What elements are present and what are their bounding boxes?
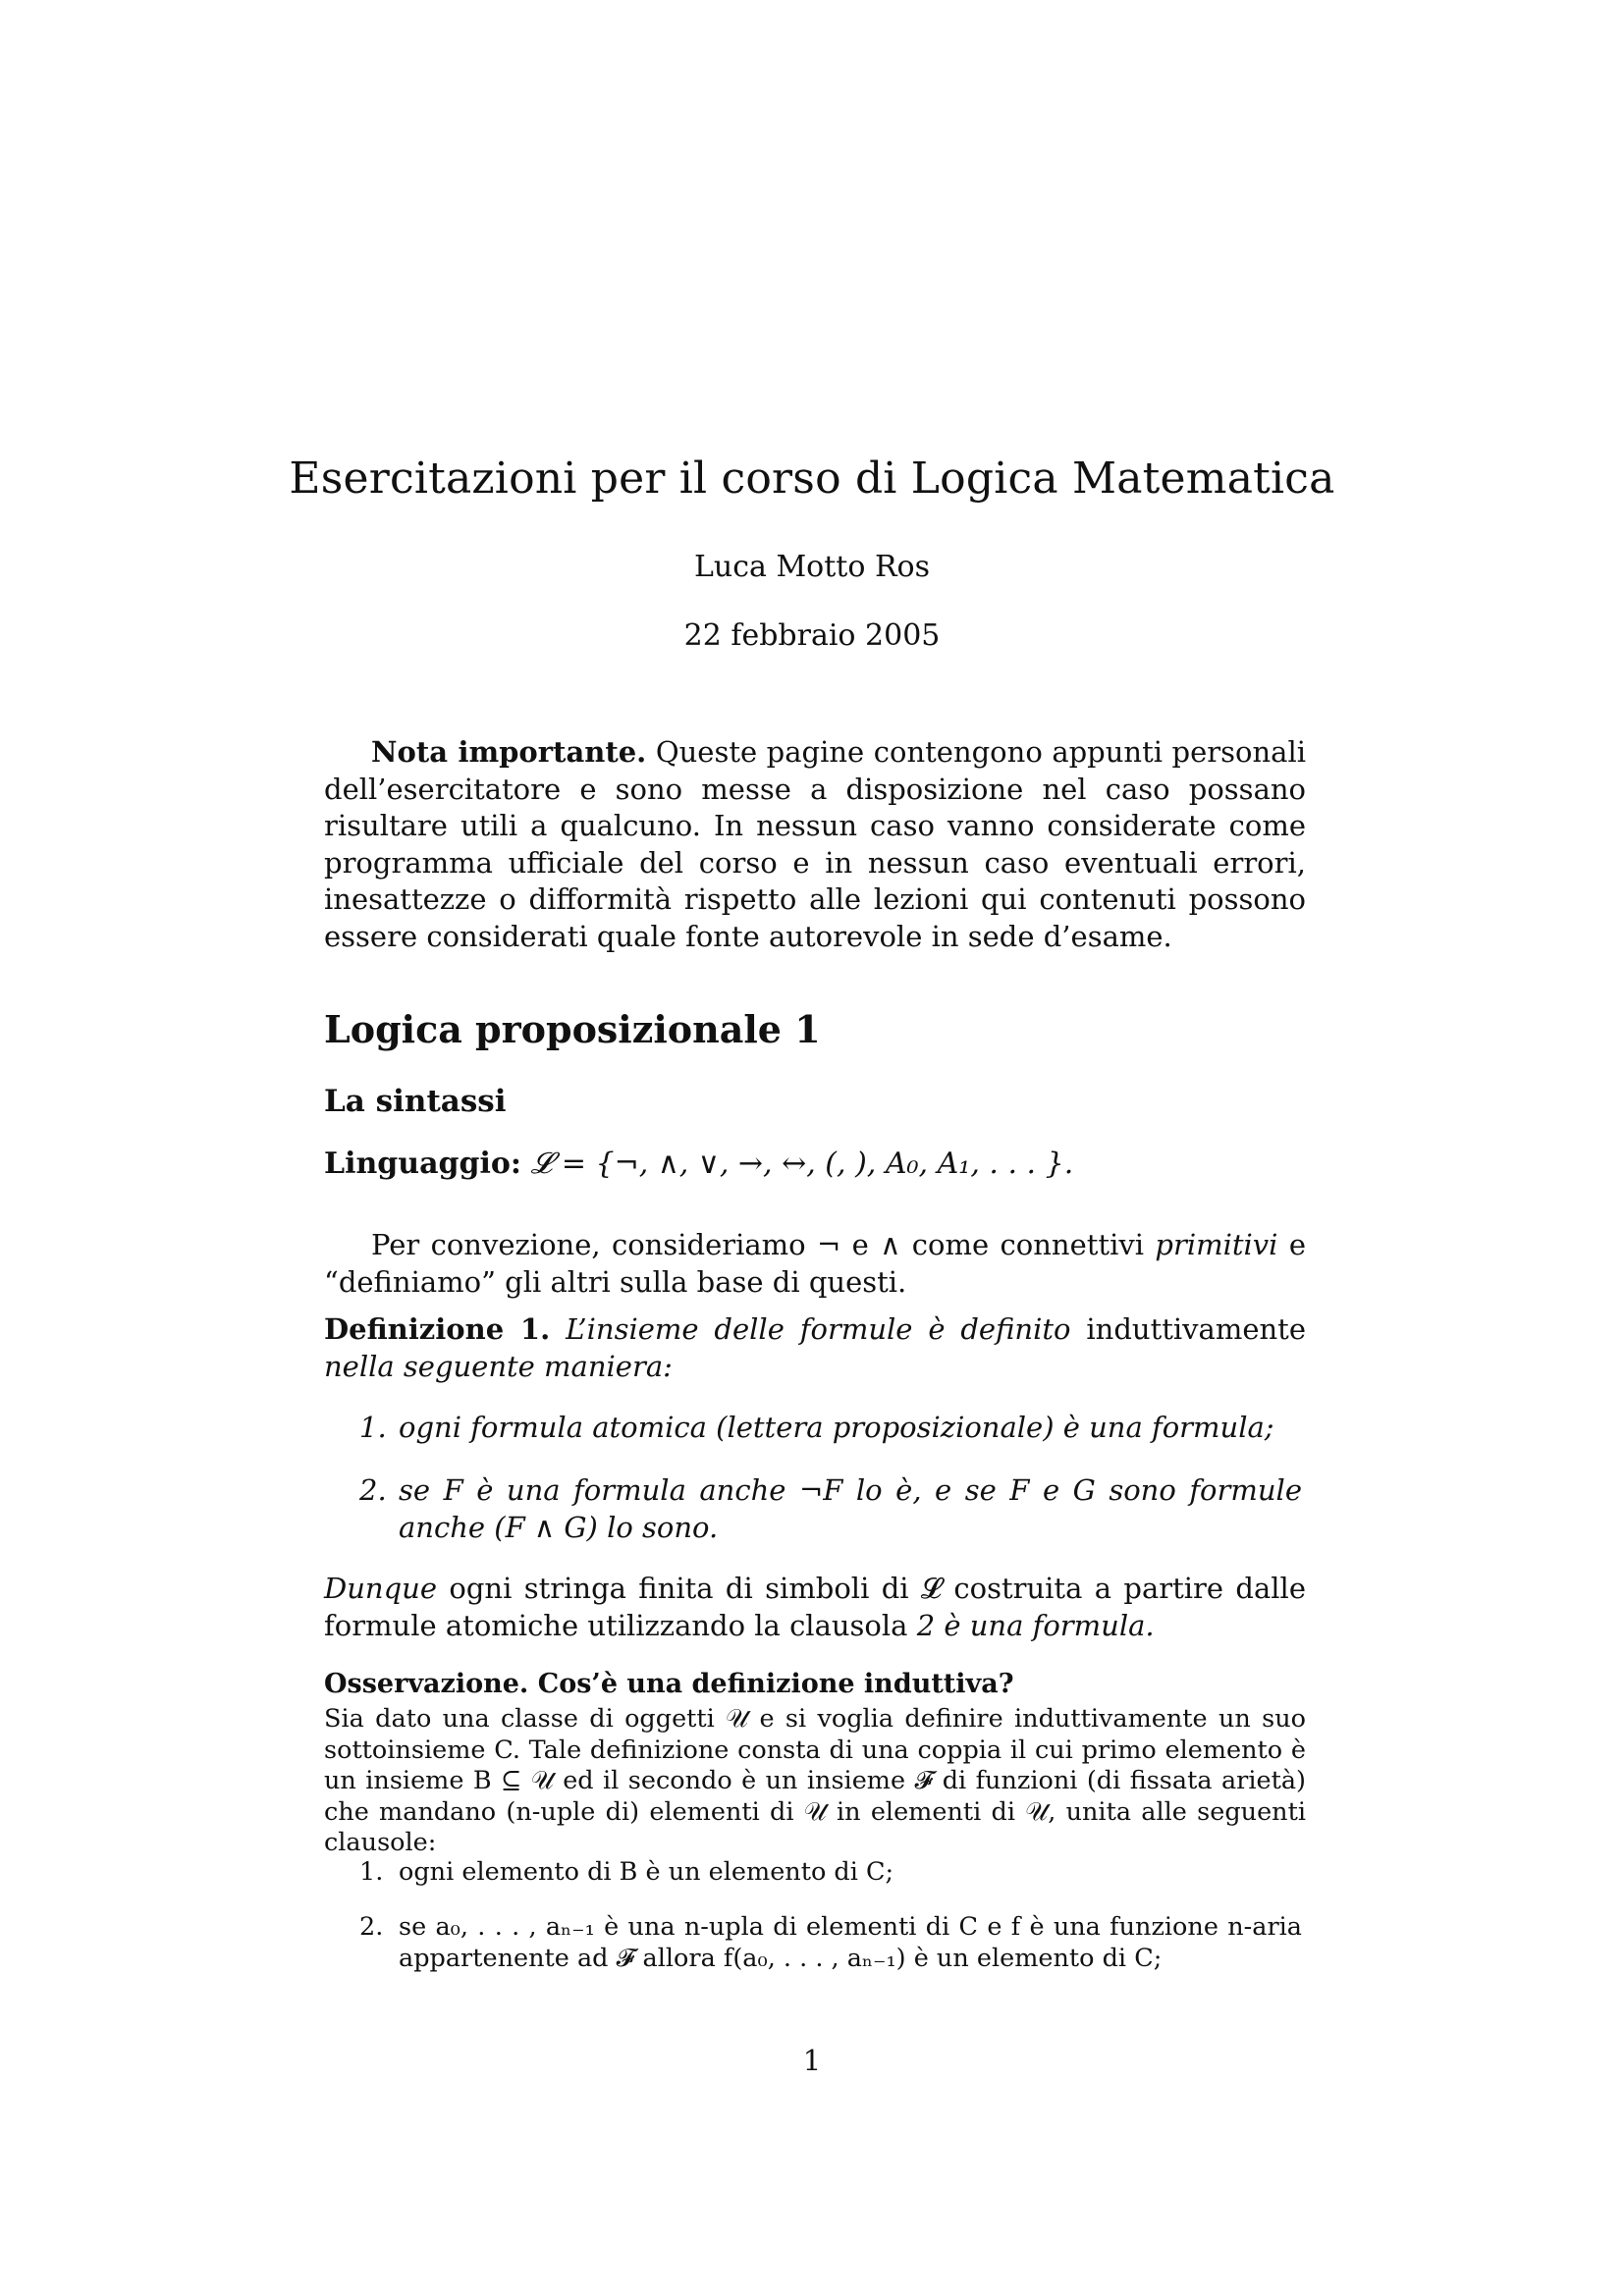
conclusion-dunque: Dunque bbox=[324, 1572, 438, 1605]
language-formula: 𝓛 = {¬, ∧, ∨, →, ↔, (, ), A₀, A₁, . . . }. bbox=[530, 1147, 1074, 1181]
observation-item-number: 2. bbox=[359, 1912, 384, 1942]
conclusion-text-1: ogni stringa finita di simboli di 𝓛 costruita a partire dalle formule atomiche utilizzando la clausola bbox=[324, 1572, 1306, 1642]
convention-primitive: primitivi bbox=[1155, 1228, 1278, 1261]
definition-item-text: ogni formula atomica (lettera proposizionale) è una formula; bbox=[399, 1411, 1274, 1444]
observation-item bbox=[359, 1912, 1306, 1974]
important-note bbox=[324, 734, 1306, 955]
definition-keyword: induttivamente bbox=[1086, 1312, 1306, 1346]
observation-body: Sia dato una classe di oggetti 𝒰 e si voglia definire induttivamente un suo sottoinsieme C. Tale definizione consta di una coppia il cui primo elemento è un insieme B ⊆ 𝒰 ed il secondo è un insieme 𝓕 di funzioni (di fissata arietà) che mandano (n-uple di) elementi di 𝒰 in elementi di 𝒰, unita alle seguenti clausole: bbox=[324, 1704, 1306, 1857]
definition-item bbox=[359, 1472, 1306, 1546]
conclusion-paragraph bbox=[324, 1571, 1306, 1644]
note-text: Queste pagine contengono appunti personali dell’esercitatore e sono messe a disposizione nel caso possano risultare utili a qualcuno. In nessun caso vanno considerate come programma ufficiale del corso e in nessun caso eventuali errori, inesattezze o difformità rispetto alle lezioni qui contenuti possono essere considerati quale fonte autorevole in sede d’esame. bbox=[324, 735, 1307, 953]
convention-text-1: Per convezione, consideriamo ¬ e ∧ come connettivi bbox=[371, 1228, 1156, 1261]
section-title: Logica proposizionale 1 bbox=[324, 1007, 821, 1051]
language-label: Linguaggio: bbox=[324, 1147, 521, 1181]
convention-paragraph bbox=[324, 1227, 1306, 1301]
conclusion-text-2: 2 è una formula. bbox=[916, 1608, 1155, 1642]
definition-label: Definizione 1. bbox=[324, 1312, 551, 1346]
subsection-title: La sintassi bbox=[324, 1084, 507, 1119]
observation-item-text: se a₀, . . . , aₙ₋₁ è una n-upla di elementi di C e f è una funzione n-aria appartenente ad 𝓕 allora f(a₀, . . . , aₙ₋₁) è un elemento di C; bbox=[399, 1912, 1302, 1973]
observation-item bbox=[359, 1857, 1306, 1889]
observation-title: Osservazione. Cos’è una definizione induttiva? bbox=[324, 1669, 1014, 1699]
definition-text-2: nella seguente maniera: bbox=[324, 1349, 673, 1383]
note-label: Nota importante. bbox=[371, 735, 647, 769]
observation-item-number: 1. bbox=[359, 1857, 384, 1887]
language-definition bbox=[324, 1147, 1073, 1181]
author: Luca Motto Ros bbox=[694, 550, 930, 584]
definition-1 bbox=[324, 1311, 1306, 1385]
definition-text-1: L’insieme delle formule è definito bbox=[550, 1312, 1087, 1346]
page-number: 1 bbox=[802, 2044, 822, 2077]
page-title: Esercitazioni per il corso di Logica Matematica bbox=[289, 454, 1335, 504]
definition-item-number: 2. bbox=[359, 1473, 387, 1507]
date: 22 febbraio 2005 bbox=[683, 618, 941, 653]
definition-item bbox=[359, 1410, 1306, 1447]
convention-text-2: e “definiamo” gli altri sulla base di questi. bbox=[324, 1228, 1306, 1299]
observation-item-text: ogni elemento di B è un elemento di C; bbox=[399, 1857, 894, 1887]
definition-item-text: se F è una formula anche ¬F lo è, e se F e G sono formule anche (F ∧ G) lo sono. bbox=[399, 1473, 1302, 1544]
definition-item-number: 1. bbox=[359, 1411, 387, 1444]
